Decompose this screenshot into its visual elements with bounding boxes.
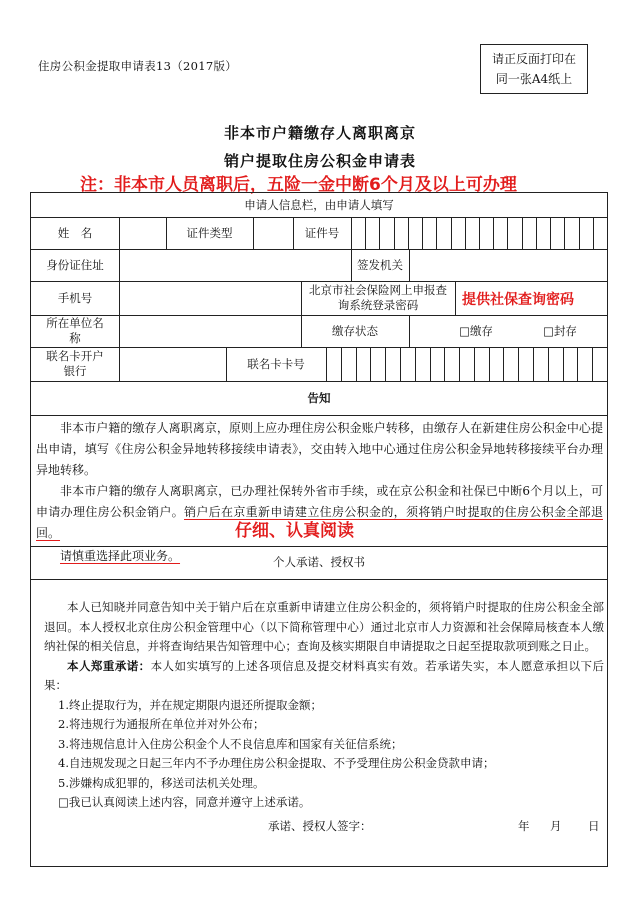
print-note-line1: 请正反面打印在	[491, 52, 576, 66]
card-number-digit-box[interactable]	[341, 347, 357, 381]
notice-paragraph-2a: 非本市户籍的缴存人离职离京，已办理社保转外省市手续，或在京公积金和社保已中断6个月以上，可申请办理住房公积金销户。	[36, 484, 603, 519]
card-number-digit-box[interactable]	[385, 347, 401, 381]
confirm-checkbox[interactable]: □我已认真阅读上述内容，同意并遵守上述承诺。	[58, 795, 311, 809]
promise-item: 2.将违规行为通报所在单位并对外公布；	[58, 717, 265, 731]
card-number-digit-box[interactable]	[592, 347, 608, 381]
applicant-section-title: 申请人信息栏，由申请人填写	[244, 197, 394, 212]
promise-paragraph-1: 本人已知晓并同意告知中关于销户后在京重新申请建立住房公积金的，须将销户时提取的住房公积金全部退回。本人授权北京住房公积金管理中心（以下简称管理中心）通过北京市人力资源和社会保障局核查本人缴纳社保的相关信息，并将查询结果告知管理中心；查询及核实期限自申请提取之日起至提取款项到账之日止。	[44, 600, 604, 653]
issuing-authority-input[interactable]	[410, 250, 607, 281]
id-number-digit-box[interactable]	[422, 217, 437, 249]
social-security-password-label: 北京市社会保险网上申报查询系统登录密码	[309, 283, 447, 312]
id-type-input[interactable]	[254, 218, 293, 249]
card-number-digit-box[interactable]	[548, 347, 564, 381]
name-label: 姓 名	[57, 225, 93, 240]
card-number-digit-box[interactable]	[400, 347, 416, 381]
employer-label: 所在单位名称	[46, 316, 104, 345]
solemn-label: 本人郑重承诺：	[67, 658, 151, 673]
card-number-digit-box[interactable]	[444, 347, 460, 381]
id-address-label: 身份证住址	[46, 257, 104, 272]
card-bank-label: 联名卡开户银行	[46, 349, 104, 378]
id-number-digit-box[interactable]	[436, 217, 451, 249]
id-address-input[interactable]	[120, 250, 351, 281]
card-number-digit-box[interactable]	[430, 347, 446, 381]
status-option-sealed-label: 封存	[553, 323, 577, 338]
id-number-digit-box[interactable]	[579, 217, 594, 249]
notice-paragraph-2b: 销户后在京重新申请建立住房公积金的，须将销户时提取的住房公积金全部退回。	[36, 505, 603, 540]
card-number-digit-box[interactable]	[474, 347, 490, 381]
signature-label: 承诺、授权人签字：	[268, 819, 372, 833]
print-note-line2: 同一张A4纸上	[495, 72, 573, 86]
issuing-authority-label: 签发机关	[357, 257, 403, 272]
caution-text: 请慎重选择此项业务。	[60, 549, 181, 563]
status-option-deposit-label: 缴存	[469, 323, 493, 338]
form-title-line2: 销户提取住房公积金申请表	[223, 152, 416, 170]
card-number-digit-box[interactable]	[415, 347, 431, 381]
card-number-label: 联名卡卡号	[247, 356, 305, 371]
notice-title: 告知	[307, 390, 331, 405]
status-option-sealed[interactable]: □ 封存	[543, 323, 577, 338]
card-number-digit-box[interactable]	[533, 347, 549, 381]
phone-input[interactable]	[120, 282, 301, 315]
id-type-label: 证件类型	[186, 225, 233, 240]
promise-item: 1.终止提取行为，并在规定期限内退还所提取金额；	[58, 697, 322, 712]
id-number-label: 证件号	[304, 225, 340, 240]
card-number-digit-box[interactable]	[370, 347, 386, 381]
card-number-digit-box[interactable]	[459, 347, 475, 381]
promise-item: 3.将违规信息计入住房公积金个人不良信息库和国家有关征信系统；	[58, 736, 403, 751]
form-code: 住房公积金提取申请表13（2017版）	[38, 59, 238, 73]
print-instruction-box	[480, 44, 588, 94]
id-number-digit-box[interactable]	[479, 217, 494, 249]
id-number-digit-box[interactable]	[351, 217, 365, 249]
id-number-digit-box[interactable]	[493, 217, 508, 249]
id-number-digit-box[interactable]	[522, 217, 537, 249]
id-number-digit-box[interactable]	[379, 217, 394, 249]
promise-title: 个人承诺、授权书	[273, 555, 365, 569]
date-month: 月	[550, 819, 562, 833]
promise-body	[44, 598, 604, 813]
card-number-digit-box[interactable]	[326, 347, 341, 381]
phone-label: 手机号	[57, 290, 93, 305]
promise-paragraph-2-text: 本人如实填写的上述各项信息及提交材料真实有效。若承诺失实，本人愿意承担以下后果：	[44, 658, 605, 692]
notice-body	[36, 418, 603, 567]
id-number-digit-box[interactable]	[465, 217, 480, 249]
id-number-digit-box[interactable]	[536, 217, 551, 249]
annotation-read-carefully: 仔细、认真阅读	[235, 521, 354, 541]
id-number-digit-box[interactable]	[564, 217, 579, 249]
annotation-password-hint: 提供社保查询密码	[462, 292, 574, 308]
promise-item: 4.自违规发现之日起三年内不予办理住房公积金提取、不予受理住房公积金贷款申请；	[58, 756, 495, 770]
form-title-line1: 非本市户籍缴存人离职离京	[223, 124, 416, 142]
annotation-note: 注：非本市人员离职后，五险一金中断6个月及以上可办理	[80, 175, 517, 195]
promise-paragraph-2	[44, 657, 604, 696]
id-number-digit-box[interactable]	[365, 217, 380, 249]
card-number-digit-box[interactable]	[503, 347, 519, 381]
employer-input[interactable]	[120, 316, 301, 347]
notice-paragraph-1: 非本市户籍的缴存人离职离京，原则上应办理住房公积金账户转移，由缴存人在新建住房公积金中心提出申请，填写《住房公积金异地转移接续申请表》，交由转入地中心通过住房公积金异地转移接续平台办理异地转移。	[36, 421, 603, 477]
id-number-digit-box[interactable]	[593, 217, 608, 249]
id-number-digit-box[interactable]	[408, 217, 423, 249]
deposit-status-label: 缴存状态	[332, 323, 378, 338]
card-bank-input[interactable]	[120, 348, 226, 381]
card-number-digit-box[interactable]	[356, 347, 372, 381]
id-number-digit-box[interactable]	[394, 217, 409, 249]
card-number-digit-box[interactable]	[563, 347, 579, 381]
card-number-digit-box[interactable]	[518, 347, 534, 381]
notice-caution	[36, 546, 603, 567]
id-number-digit-box[interactable]	[550, 217, 565, 249]
name-input[interactable]	[120, 218, 166, 249]
card-number-digit-box[interactable]	[577, 347, 593, 381]
id-number-digit-box[interactable]	[451, 217, 466, 249]
date-day: 日	[588, 819, 600, 833]
signature-row	[268, 818, 608, 834]
promise-item: 5.涉嫌构成犯罪的，移送司法机关处理。	[58, 775, 265, 790]
date-year: 年	[518, 819, 530, 833]
status-option-deposit[interactable]: □ 缴存	[459, 323, 493, 338]
card-number-digit-box[interactable]	[489, 347, 505, 381]
id-number-digit-box[interactable]	[507, 217, 522, 249]
